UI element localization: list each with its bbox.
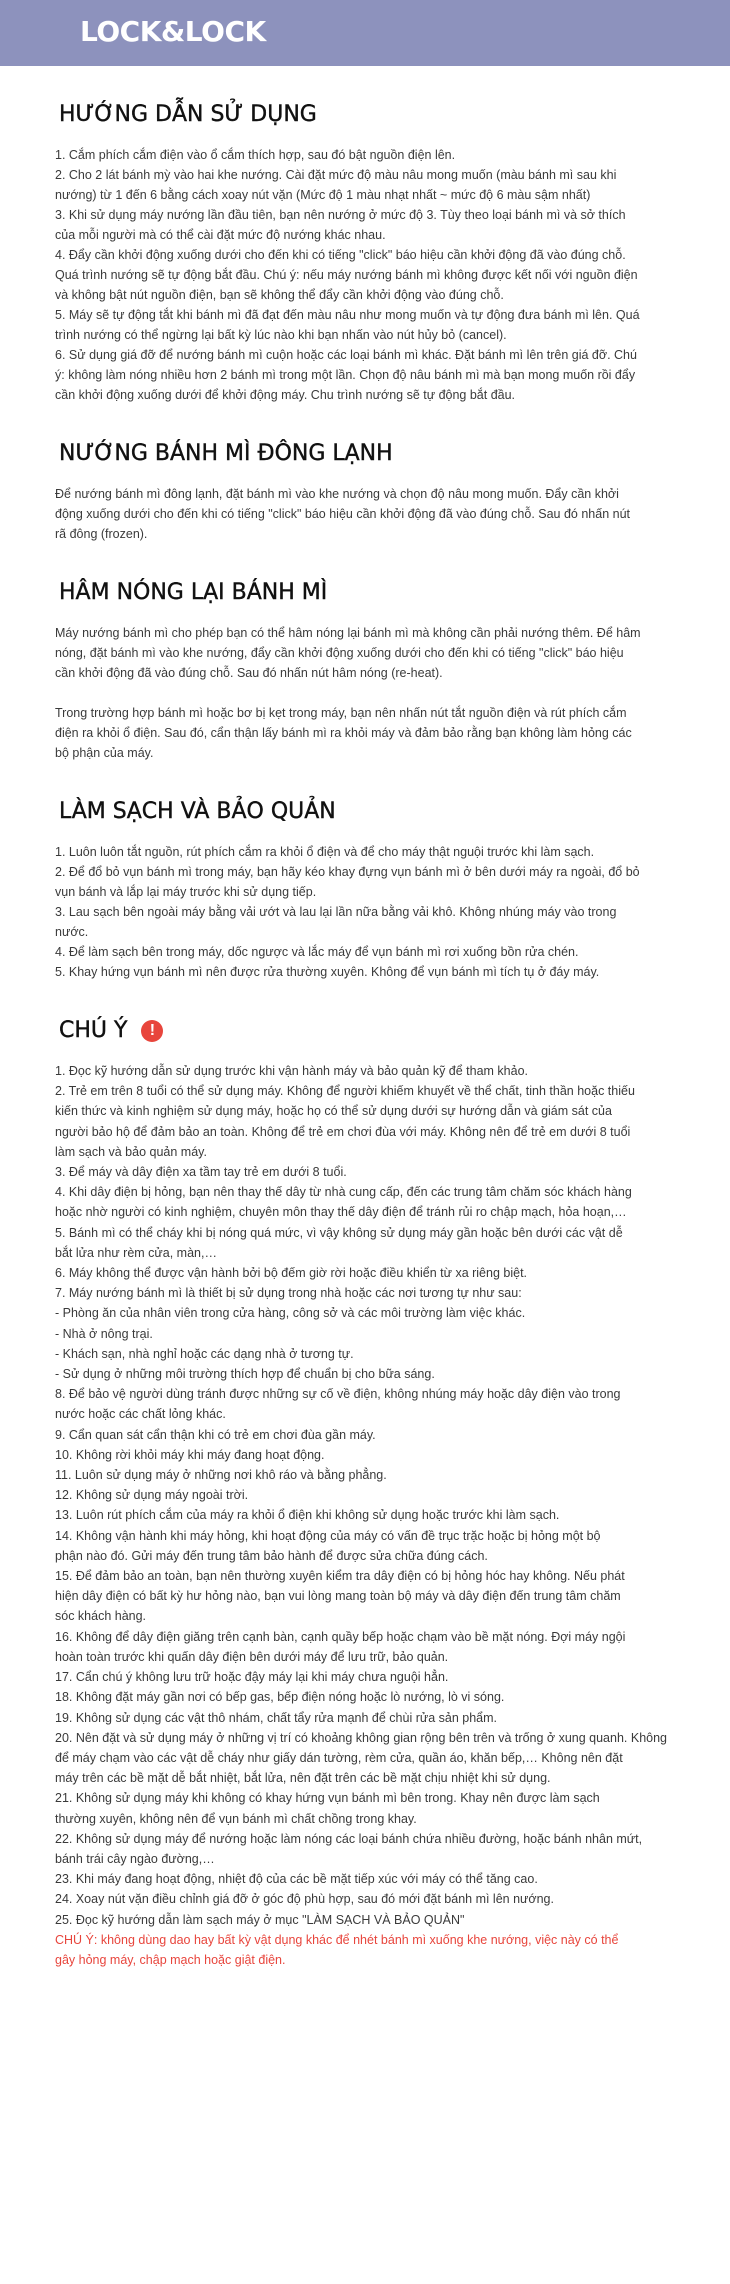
note-line: 8. Để bảo vệ người dùng tránh được những sự cố về điện, không nhúng máy hoặc dây điện vào trong [55, 1387, 621, 1402]
note-line: 4. Khi dây điện bị hỏng, bạn nên thay thế dây từ nhà cung cấp, đến các trung tâm chăm sóc khách hàng [55, 1185, 632, 1200]
note-line: phận nào đó. Gửi máy đến trung tâm bảo hành để được sửa chữa đúng cách. [55, 1548, 488, 1563]
reheat-section [55, 580, 698, 763]
note-line: 6. Máy không thể được vận hành bởi bộ đếm giờ rời hoặc điều khiển từ xa riêng biệt. [55, 1266, 528, 1281]
notes-text [55, 1061, 698, 1930]
note-line: 24. Xoay nút vặn điều chỉnh giá đỡ ở góc độ phù hợp, sau đó mới đặt bánh mì lên nướng. [55, 1892, 554, 1907]
note-line: - Nhà ở nông trại. [55, 1326, 153, 1341]
usage-line: 3. Khi sử dụng máy nướng lần đầu tiên, bạn nên nướng ở mức độ 3. Tùy theo loại bánh mì và sở thích [55, 208, 626, 222]
cleaning-line: 1. Luôn luôn tắt nguồn, rút phích cắm ra khỏi ổ điện và để cho máy thật nguội trước khi làm sạch. [55, 845, 595, 859]
reheat-line: cần khởi động đã vào đúng chỗ. Sau đó nhấn nút hâm nóng (re-heat). [55, 666, 443, 680]
note-line: 16. Không để dây điện giăng trên cạnh bàn, cạnh quầy bếp hoặc chạm vào bề mặt nóng. Đợi máy ngội [55, 1629, 626, 1644]
note-line: 14. Không vận hành khi máy hỏng, khi hoạt động của máy có vấn đề trục trặc hoặc bị hỏng một bộ [55, 1528, 601, 1543]
usage-line: 1. Cắm phích cắm điện vào ổ cắm thích hợp, sau đó bật nguồn điện lên. [55, 148, 456, 162]
cleaning-line: vụn bánh và lắp lại máy trước khi sử dụng tiếp. [55, 885, 317, 899]
note-line: 11. Luôn sử dụng máy ở những nơi khô ráo và bằng phẳng. [55, 1468, 387, 1483]
note-line: hoàn toàn trước khi quấn dây điện bên dưới máy để lưu trữ, bảo quản. [55, 1649, 449, 1664]
frozen-line: Để nướng bánh mì đông lạnh, đặt bánh mì vào khe nướng và chọn độ nâu mong muốn. Đẩy cần khởi [55, 487, 619, 501]
cleaning-line: 5. Khay hứng vụn bánh mì nên được rửa thường xuyên. Không để vụn bánh mì tích tụ ở đáy máy. [55, 965, 600, 979]
note-line: kiến thức và kinh nghiệm sử dụng máy, hoặc họ có thể sử dụng dưới sự hướng dẫn và giám sát của [55, 1104, 612, 1119]
cleaning-line: 4. Để làm sạch bên trong máy, dốc ngược và lắc máy để vụn bánh mì rơi xuống bồn rửa chén. [55, 945, 579, 959]
usage-title: HƯỚNG DẪN SỬ DỤNG [59, 102, 317, 127]
usage-line: cần khởi động xuống dưới để khởi động máy. Chu trình nướng sẽ tự động bắt đầu. [55, 388, 516, 402]
note-line: 7. Máy nướng bánh mì là thiết bị sử dụng trong nhà hoặc các nơi tương tự như sau: [55, 1286, 522, 1301]
usage-line: 6. Sử dụng giá đỡ để nướng bánh mì cuộn hoặc các loại bánh mì khác. Đặt bánh mì lên trên giá đỡ. Chú [55, 348, 637, 362]
cleaning-section [55, 799, 698, 982]
manual-content [0, 66, 730, 1970]
cleaning-text [55, 842, 698, 982]
note-line: 2. Trẻ em trên 8 tuổi có thể sử dụng máy. Không để người khiếm khuyết về thể chất, tinh thần hoặc thiếu [55, 1084, 635, 1099]
note-line: 17. Cẩn chú ý không lưu trữ hoặc đậy máy lại khi máy chưa nguội hẳn. [55, 1670, 449, 1685]
frozen-section [55, 441, 698, 544]
stuck-bread-line: bộ phận của máy. [55, 746, 154, 760]
usage-line: của mỗi người mà có thể cài đặt mức độ nướng khác nhau. [55, 228, 386, 242]
brand-header [0, 0, 730, 66]
note-line: hoặc nhờ người có kinh nghiệm, chuyên môn thay thế dây điện để tránh rủi ro chập mạch, hỏa hoạn,… [55, 1205, 627, 1220]
usage-section [55, 102, 698, 405]
note-line: 25. Đọc kỹ hướng dẫn làm sạch máy ở mục "LÀM SẠCH VÀ BẢO QUẢN" [55, 1912, 465, 1927]
warning-text [55, 1930, 698, 1970]
note-line: - Phòng ăn của nhân viên trong cửa hàng, công sở và các môi trường làm việc khác. [55, 1306, 526, 1321]
usage-text [55, 145, 698, 405]
cleaning-line: nước. [55, 925, 89, 939]
usage-line: ý: không làm nóng nhiều hơn 2 bánh mì trong một lần. Chọn độ nâu bánh mì mà bạn mong muốn rồi đẩy [55, 368, 636, 382]
note-line: 21. Không sử dụng máy khi không có khay hứng vụn bánh mì bên trong. Khay nên được làm sạch [55, 1791, 600, 1806]
exclamation-icon: ! [141, 1020, 163, 1042]
usage-line: trình nướng có thể ngừng lại bất kỳ lúc nào khi bạn nhấn vào nút hủy bỏ (cancel). [55, 328, 507, 342]
stuck-bread-line: điện ra khỏi ổ điện. Sau đó, cẩn thận lấy bánh mì ra khỏi máy và đảm bảo rằng bạn không làm hỏng các [55, 726, 632, 740]
note-line: để máy chạm vào các vật dễ cháy như giấy dán tường, rèm cửa, quần áo, khăn bếp,… Không nên đặt [55, 1750, 623, 1765]
notes-title: CHÚ Ý [59, 1018, 128, 1043]
note-line: 1. Đọc kỹ hướng dẫn sử dụng trước khi vận hành máy và bảo quản kỹ để tham khảo. [55, 1064, 529, 1078]
stuck-bread-text [55, 703, 698, 763]
stuck-bread-line: Trong trường hợp bánh mì hoặc bơ bị kẹt trong máy, bạn nên nhấn nút tắt nguồn điện và rút phích cắm [55, 706, 627, 720]
frozen-line: rã đông (frozen). [55, 527, 148, 541]
notes-section [55, 1018, 698, 1970]
note-line: nước hoặc các chất lỏng khác. [55, 1407, 226, 1422]
frozen-title: NƯỚNG BÁNH MÌ ĐÔNG LẠNH [59, 441, 393, 466]
note-line: bánh trái cây ngào đường,… [55, 1851, 215, 1866]
cleaning-line: 3. Lau sạch bên ngoài máy bằng vải ướt và lau lại lần nữa bằng vải khô. Không nhúng máy vào trong [55, 905, 617, 919]
warning-line: CHÚ Ý: không dùng dao hay bất kỳ vật dụng khác để nhét bánh mì xuống khe nướng, việc này có thể [55, 1932, 619, 1947]
note-line: máy trên các bề mặt dễ bắt nhiệt, bắt lửa, nên đặt trên các bề mặt chịu nhiệt khi sử dụng. [55, 1771, 551, 1786]
usage-line: 4. Đẩy cần khởi động xuống dưới cho đến khi có tiếng "click" báo hiệu cần khởi động đã vào đúng chỗ. [55, 248, 626, 262]
note-line: 18. Không đặt máy gần nơi có bếp gas, bếp điện nóng hoặc lò nướng, lò vi sóng. [55, 1690, 505, 1705]
usage-line: 5. Máy sẽ tự động tắt khi bánh mì đã đạt đến màu nâu như mong muốn và tự động đưa bánh mì lên. Quá [55, 308, 640, 322]
warning-line: gây hỏng máy, chập mạch hoặc giật điện. [55, 1952, 286, 1967]
note-line: 19. Không sử dụng các vật thô nhám, chất tẩy rửa mạnh để chùi rửa sản phẩm. [55, 1710, 498, 1725]
note-line: 12. Không sử dụng máy ngoài trời. [55, 1488, 249, 1503]
note-line: bắt lửa như rèm cửa, màn,… [55, 1245, 217, 1260]
note-line: người bảo hộ để đảm bảo an toàn. Không để trẻ em chơi đùa với máy. Không nên để trẻ em dưới 8 tuổi [55, 1124, 631, 1139]
lock-and-lock-logo: LOCK&LOCK [80, 15, 266, 48]
note-line: 20. Nên đặt và sử dụng máy ở những vị trí có khoảng không gian rộng bên trên và trống ở xung quanh. Không [55, 1730, 667, 1745]
note-line: 23. Khi máy đang hoạt động, nhiệt độ của các bề mặt tiếp xúc với máy có thể tăng cao. [55, 1872, 538, 1887]
note-line: hiện dây điện có bất kỳ hư hỏng nào, bạn vui lòng mang toàn bộ máy và dây điện đến trung tâm chăm [55, 1589, 621, 1604]
note-line: thường xuyên, không nên để vụn bánh mì chất chồng trong khay. [55, 1811, 417, 1826]
note-line: sóc khách hàng. [55, 1609, 147, 1624]
usage-line: Quá trình nướng sẽ tự động bắt đầu. Chú ý: nếu máy nướng bánh mì không được kết nối với nguồn điện [55, 268, 638, 282]
note-line: 3. Để máy và dây điện xa tầm tay trẻ em dưới 8 tuổi. [55, 1165, 347, 1180]
frozen-line: động xuống dưới cho đến khi có tiếng "click" báo hiệu cần khởi động đã vào đúng chỗ. Sau đó nhấn nút [55, 507, 631, 521]
note-line: 22. Không sử dụng máy để nướng hoặc làm nóng các loại bánh chứa nhiều đường, hoặc bánh nhân mứt, [55, 1831, 643, 1846]
note-line: 15. Để đảm bảo an toàn, bạn nên thường xuyên kiểm tra dây điện có bị hỏng hóc hay không. Nếu phát [55, 1569, 625, 1584]
reheat-line: nóng, đặt bánh mì vào khe nướng, đẩy cần khởi động xuống dưới cho đến khi có tiếng "click" báo hiệu [55, 646, 624, 660]
usage-line: nướng) từ 1 đến 6 bằng cách xoay nút vặn (Mức độ 1 màu nhạt nhất ~ mức độ 6 màu sậm nhất) [55, 188, 591, 202]
note-line: 13. Luôn rút phích cắm của máy ra khỏi ổ điện khi không sử dụng hoặc trước khi làm sạch. [55, 1508, 560, 1523]
usage-line: 2. Cho 2 lát bánh mỳ vào hai khe nướng. Cài đặt mức độ màu nâu mong muốn (màu bánh mì sau khi [55, 168, 617, 182]
reheat-text [55, 623, 698, 683]
usage-line: và không bật nút nguồn điện, bạn sẽ không thể đẩy cần khởi động vào đúng chỗ. [55, 288, 504, 302]
frozen-text [55, 484, 698, 544]
note-line: làm sạch và bảo quản máy. [55, 1144, 207, 1159]
note-line: 5. Bánh mì có thể cháy khi bị nóng quá mức, vì vậy không sử dụng máy gần hoặc bên dưới các vật dễ [55, 1225, 623, 1240]
note-line: 10. Không rời khỏi máy khi máy đang hoạt động. [55, 1447, 325, 1462]
note-line: - Sử dụng ở những môi trường thích hợp để chuẩn bị cho bữa sáng. [55, 1367, 435, 1382]
note-line: - Khách sạn, nhà nghỉ hoặc các dạng nhà ở tương tự. [55, 1346, 354, 1361]
reheat-line: Máy nướng bánh mì cho phép bạn có thể hâm nóng lại bánh mì mà không cần phải nướng thêm. Để hâm [55, 626, 641, 640]
reheat-title: HÂM NÓNG LẠI BÁNH MÌ [59, 580, 328, 605]
cleaning-line: 2. Để đổ bỏ vụn bánh mì trong máy, bạn hãy kéo khay đựng vụn bánh mì ở bên dưới máy ra ngoài, đổ bỏ [55, 865, 640, 879]
note-line: 9. Cẩn quan sát cẩn thận khi có trẻ em chơi đùa gần máy. [55, 1427, 376, 1442]
cleaning-title: LÀM SẠCH VÀ BẢO QUẢN [59, 799, 336, 824]
